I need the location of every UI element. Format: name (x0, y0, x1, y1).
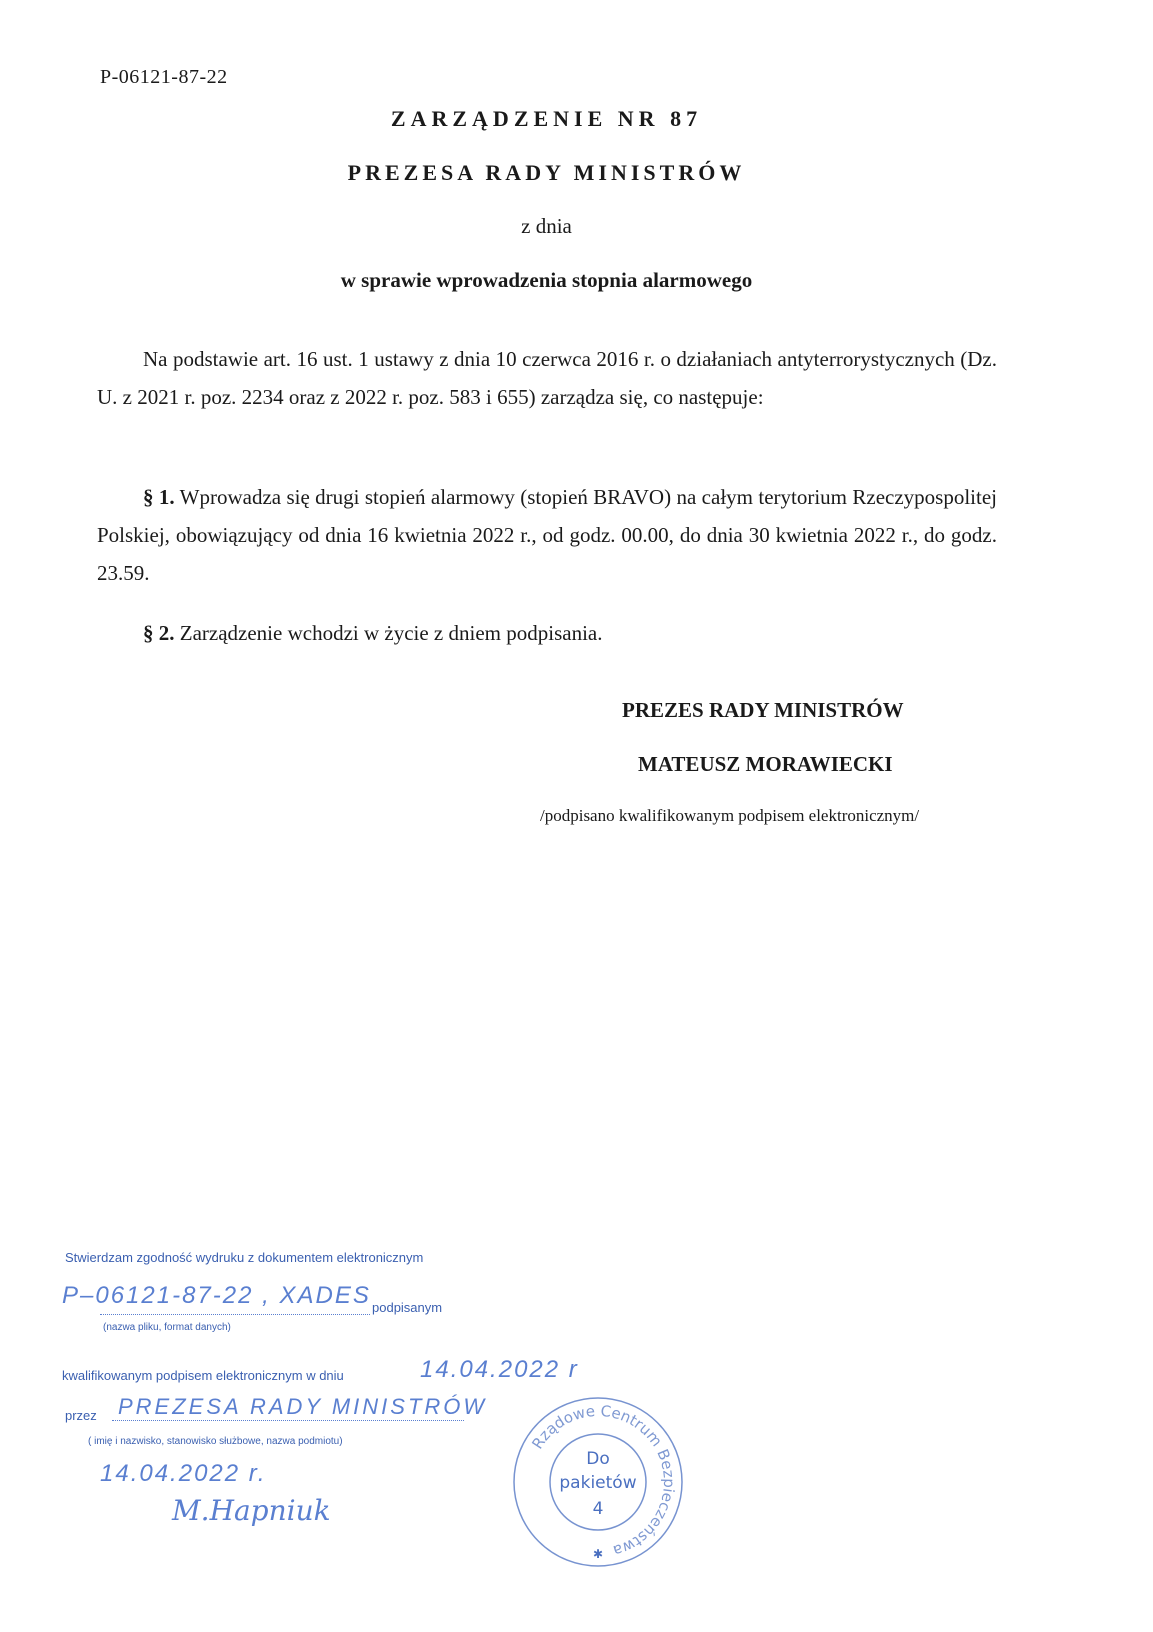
handwritten-signer: PREZESA RADY MINISTRÓW (118, 1394, 488, 1419)
section-2 (97, 614, 997, 652)
handwritten-date: 14.04.2022 r (420, 1356, 579, 1383)
document-issuer: PREZESA RADY MINISTRÓW (347, 160, 746, 185)
qualified-signature-label: kwalifikowanym podpisem elektronicznym w dniu (62, 1368, 344, 1383)
stamp-center-line-3: 4 (592, 1499, 604, 1519)
by-label: przez (65, 1408, 97, 1423)
handwritten-file-name: P–06121-87-22 , XADES (62, 1282, 371, 1309)
signer-dotted-line (112, 1420, 464, 1421)
section-2-label: § 2. (143, 621, 175, 645)
preamble (97, 340, 997, 416)
signature-name: MATEUSZ MORAWIECKI (638, 752, 893, 776)
stamp-ring-text: Rządowe Centrum Bezpieczeństwa (528, 1401, 679, 1561)
round-stamp (508, 1392, 688, 1572)
handwritten-date-2: 14.04.2022 r. (100, 1460, 267, 1487)
stamp-center-line-2: pakietów (559, 1473, 637, 1493)
document-subject: w sprawie wprowadzenia stopnia alarmowego (340, 268, 753, 292)
document-title: ZARZĄDZENIE NR 87 (390, 106, 703, 131)
signature-title: PREZES RADY MINISTRÓW (622, 698, 904, 722)
file-name-dotted-line (100, 1314, 370, 1315)
handwritten-signature: M.Hapniuk (172, 1494, 331, 1527)
signature-note: /podpisano kwalifikowanym podpisem elektronicznym/ (540, 806, 920, 825)
stamp-star-icon: ✱ (592, 1547, 604, 1561)
section-1-text: Wprowadza się drugi stopień alarmowy (stopień BRAVO) na całym terytorium Rzeczypospolitej Polskiej, obowiązujący od dnia 16 kwietnia 2022 r., od godz. 00.00, do dnia 30 kwietnia 2022 r., do godz. 23.59. (97, 485, 998, 585)
preamble-text: Na podstawie art. 16 ust. 1 ustawy z dnia 10 czerwca 2016 r. o działaniach antyterrorystycznych (Dz. U. z 2021 r. poz. 2234 oraz z 2022 r. poz. 583 i 655) zarządza się, co następuje: (97, 347, 997, 409)
certification-statement: Stwierdzam zgodność wydruku z dokumentem elektronicznym (65, 1250, 424, 1265)
signed-label: podpisanym (372, 1300, 443, 1315)
section-2-text: Zarządzenie wchodzi w życie z dniem podpisania. (179, 621, 603, 645)
document-id: P-06121-87-22 (100, 66, 228, 88)
signer-caption: ( imię i nazwisko, stanowisko służbowe, nazwa podmiotu) (88, 1436, 343, 1447)
file-name-caption: (nazwa pliku, format danych) (103, 1322, 231, 1333)
section-1 (97, 478, 997, 592)
stamp-center-line-1: Do (586, 1449, 610, 1469)
section-1-label: § 1. (143, 485, 175, 509)
date-label: z dnia (521, 214, 572, 238)
